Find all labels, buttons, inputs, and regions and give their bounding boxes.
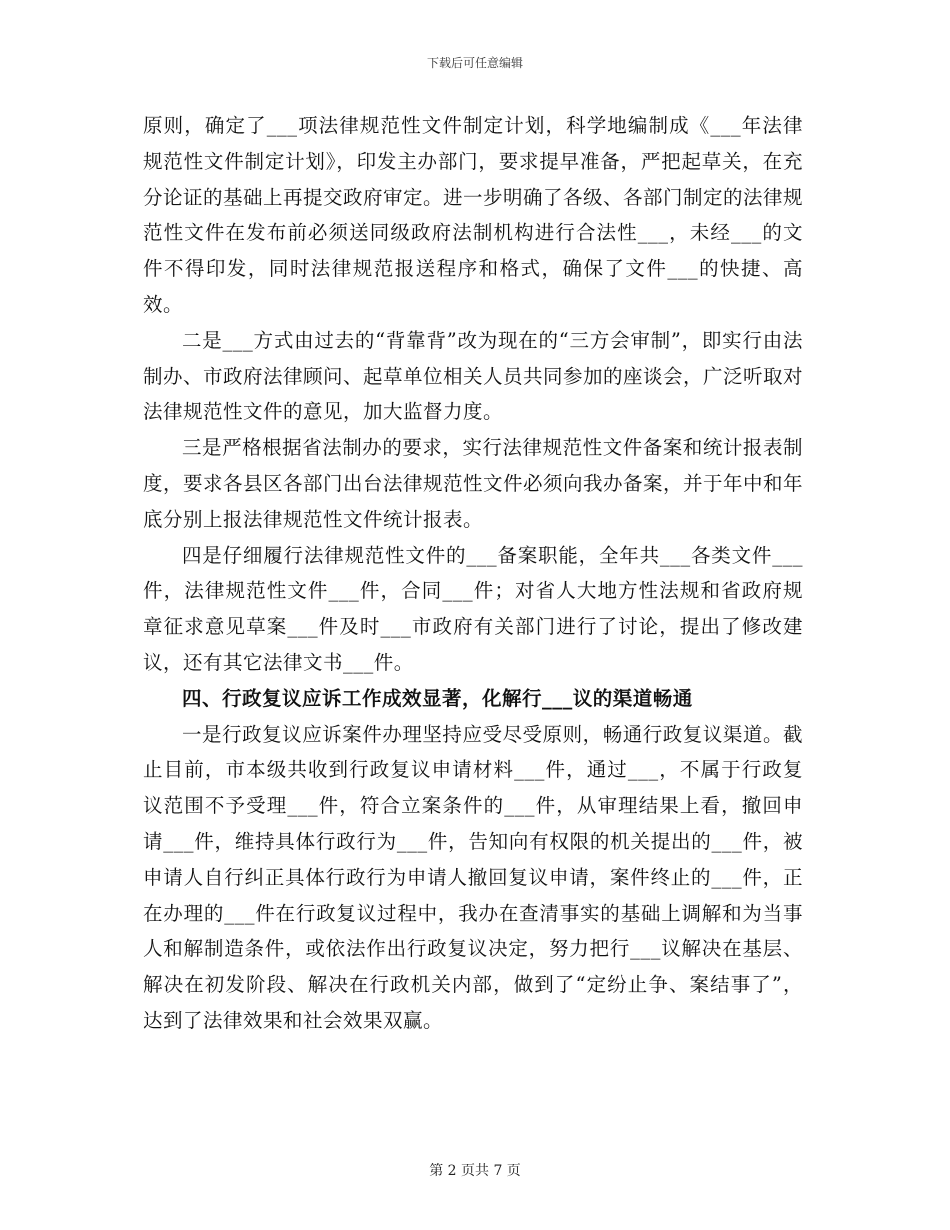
page-footer: 第 2 页共 7 页: [429, 1163, 521, 1179]
document-body: [143, 108, 803, 1039]
paragraph-item-two: 二是___方式由过去的“背靠背”改为现在的“三方会审制”，即实行由法制办、市政府法律顾问、起草单位相关人员共同参加的座谈会，广泛听取对法律规范性文件的意见，加大监督力度。: [143, 328, 804, 424]
section-paragraph-one: 一是行政复议应诉案件办理坚持应受尽受原则，畅通行政复议渠道。截止目前，市本级共收到行政复议申请材料___件，通过___，不属于行政复议范围不予受理___件，符合立案条件的___件，从审理结果上看，撤回申请___件，维持具体行政行为___件，告知向有权限的机关提出的___件，被申请人自行纠正具体行政行为申请人撤回复议申请，案件终止的___件，正在办理的___件在行政复议过程中，我办在查清事实的基础上调解和为当事人和解制造条件，或依法作出行政复议决定，努力把行___议解决在基层、解决在初发阶段、解决在行政机关内部，做到了“定纷止争、案结事了”，达到了法律效果和社会效果双赢。: [143, 722, 803, 1032]
paragraph-item-four: 四是仔细履行法律规范性文件的___备案职能，全年共___各类文件___件，法律规范性文件___件，合同___件；对省人大地方性法规和省政府规章征求意见草案___件及时___市政府有关部门进行了讨论，提出了修改建议，还有其它法律文书___件。: [143, 543, 803, 674]
page-header: 下载后可任意编辑: [426, 56, 523, 70]
section-heading: 四、行政复议应诉工作成效显著，化解行___议的渠道畅通: [182, 686, 693, 710]
paragraph-continued: 原则，确定了___项法律规范性文件制定计划，科学地编制成《___年法律规范性文件制定计划》，印发主办部门，要求提早准备，严把起草关，在充分论证的基础上再提交政府审定。进一步明确了各级、各部门制定的法律规范性文件在发布前必须送同级政府法制机构进行合法性___，未经___的文件不得印发，同时法律规范报送程序和格式，确保了文件___的快捷、高效。: [143, 114, 804, 316]
paragraph-item-three: 三是严格根据省法制办的要求，实行法律规范性文件备案和统计报表制度，要求各县区各部门出台法律规范性文件必须向我办备案，并于年中和年底分别上报法律规范性文件统计报表。: [143, 436, 804, 531]
